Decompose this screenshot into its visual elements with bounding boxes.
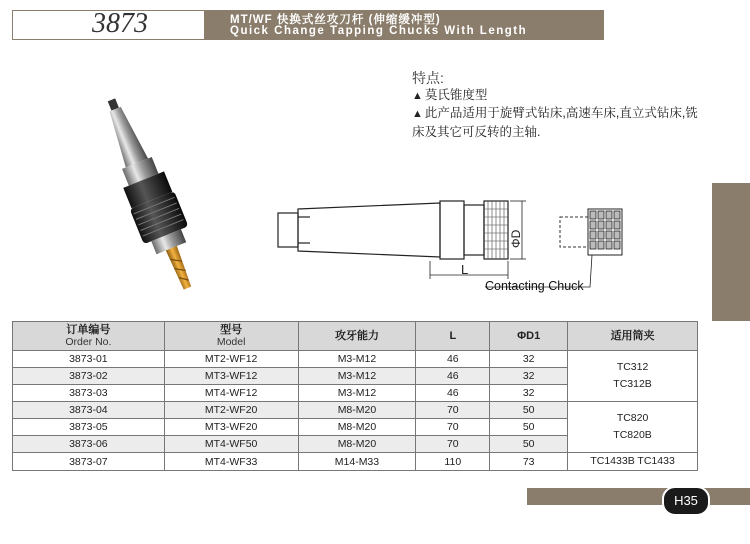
title-english: Quick Change Tapping Chucks With Length — [230, 25, 528, 37]
cell-capacity: M14-M33 — [298, 453, 416, 471]
cell-l: 110 — [416, 453, 490, 471]
product-code: 3873 — [92, 8, 148, 39]
cell-collet-group: TC312 TC312B — [568, 351, 698, 402]
cell-order-no: 3873-03 — [13, 385, 165, 402]
cell-order-no: 3873-01 — [13, 351, 165, 368]
cell-d1: 32 — [490, 385, 568, 402]
side-tab-bar — [712, 183, 750, 321]
cell-l: 70 — [416, 436, 490, 453]
cell-d1: 50 — [490, 436, 568, 453]
col-header-model: 型号 Model — [164, 322, 298, 351]
cell-collet-group: TC1433B TC1433 — [568, 453, 698, 471]
cell-model: MT3-WF12 — [164, 368, 298, 385]
cell-d1: 73 — [490, 453, 568, 471]
cell-capacity: M3-M12 — [298, 385, 416, 402]
footer-bar — [527, 488, 750, 505]
col-header-order-no: 订单编号 Order No. — [13, 322, 165, 351]
table-row — [13, 453, 698, 471]
cell-order-no: 3873-06 — [13, 436, 165, 453]
dimension-d-label: ΦD — [509, 229, 523, 248]
cell-capacity: M8-M20 — [298, 402, 416, 419]
cell-capacity: M8-M20 — [298, 436, 416, 453]
cell-order-no: 3873-04 — [13, 402, 165, 419]
cell-model: MT3-WF20 — [164, 419, 298, 436]
cell-l: 46 — [416, 368, 490, 385]
col-header-tapping-capacity: 攻牙能力 — [298, 322, 416, 351]
bullet-triangle-icon: ▲ — [412, 90, 423, 102]
cell-d1: 32 — [490, 351, 568, 368]
spec-table — [12, 321, 698, 471]
cell-d1: 50 — [490, 402, 568, 419]
table-row — [13, 402, 698, 419]
cell-collet-group: TC820 TC820B — [568, 402, 698, 453]
feature-item: ▲ 莫氏锥度型 — [412, 86, 487, 105]
cell-order-no: 3873-02 — [13, 368, 165, 385]
page-number-badge: H35 — [662, 486, 710, 516]
cell-l: 70 — [416, 419, 490, 436]
cell-capacity: M8-M20 — [298, 419, 416, 436]
cell-l: 46 — [416, 385, 490, 402]
cell-l: 46 — [416, 351, 490, 368]
title-chinese: MT/WF 快换式丝攻刀杆 (伸缩缓冲型) — [230, 14, 441, 26]
cell-model: MT4-WF33 — [164, 453, 298, 471]
contacting-chuck-caption: Contacting Chuck — [485, 279, 584, 293]
cell-capacity: M3-M12 — [298, 368, 416, 385]
feature-item: ▲ 此产品适用于旋臂式钻床,高速车床,直立式钻床,铣床及其它可反转的主轴. — [412, 106, 698, 139]
cell-l: 70 — [416, 402, 490, 419]
cell-order-no: 3873-07 — [13, 453, 165, 471]
col-header-d1: ΦD1 — [490, 322, 568, 351]
cell-model: MT4-WF12 — [164, 385, 298, 402]
cell-d1: 50 — [490, 419, 568, 436]
table-row — [13, 351, 698, 368]
cell-model: MT2-WF12 — [164, 351, 298, 368]
table-header-row — [13, 322, 698, 351]
cell-order-no: 3873-05 — [13, 419, 165, 436]
cell-capacity: M3-M12 — [298, 351, 416, 368]
bullet-triangle-icon: ▲ — [412, 108, 423, 120]
features-title: 特点: — [412, 70, 444, 86]
cell-d1: 32 — [490, 368, 568, 385]
cell-model: MT4-WF50 — [164, 436, 298, 453]
cell-model: MT2-WF20 — [164, 402, 298, 419]
dimension-l-label: L — [461, 262, 469, 277]
product-photo — [60, 90, 240, 300]
col-header-l: L — [416, 322, 490, 351]
col-header-collet: 适用筒夹 — [568, 322, 698, 351]
